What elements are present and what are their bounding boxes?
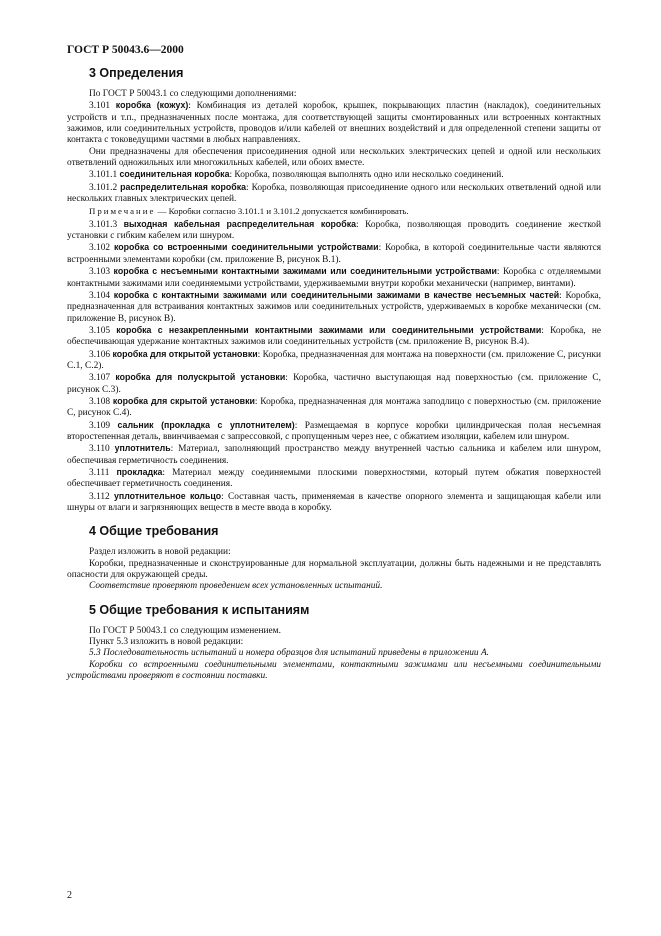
section-title-test-requirements: 5 Общие требования к испытаниям — [89, 602, 310, 617]
definition-text: : Коробка с отделяемыми контактными зажимами или соединяемыми устройствами, удерживаемыми внутри коробки механически (например, винтами). — [67, 267, 601, 289]
section-title-general-requirements: 4 Общие требования — [89, 524, 219, 539]
definition-text: : Коробка, позволяющая выполнять одно или несколько соединений. — [229, 170, 504, 181]
definition-text: : Коробка, предназначенная для встраивания контактных зажимов или соединительных устройств, удерживаемых в коробке механически (см. приложение В, рисунок В). — [67, 290, 601, 324]
definition-text: : Коробка, частично выступающая над поверхностью (см. приложение С, рисунок С.3). — [67, 373, 602, 395]
section-test-requirements — [67, 603, 601, 683]
definition-3-101 — [67, 100, 601, 146]
document-code: ГОСТ Р 50043.6—2000 — [67, 44, 184, 56]
term: уплотнительное кольцо — [113, 490, 222, 501]
paragraph: Раздел изложить в новой редакции: — [89, 547, 231, 558]
definition-text: : Материал, заполняющий пространство между внутренней частью сальника и кабелем или шнуром, обеспечивая герметичность соединения. — [67, 444, 601, 466]
term: коробка со встроенными соединительными устройствами — [113, 242, 379, 253]
paragraph-purpose: Они предназначены для обеспечения присоединения одной или нескольких электрических цепей и одной или нескольких ответвлений одножильных или многожильных кабелей, или обоих вместе. — [67, 146, 601, 169]
definition-text: : Коробка, позволяющая проводить соединение жесткой установки с гибким кабелем или шнуром. — [67, 219, 601, 242]
definition-3-106 — [67, 349, 601, 373]
term: коробка для открытой установки — [112, 348, 258, 359]
term: соединительная коробка — [119, 169, 230, 180]
definition-3-102 — [67, 242, 601, 266]
section-title-definitions: 3 Определения — [89, 66, 184, 80]
definition-3-107 — [67, 372, 601, 396]
clause-number: 3.101.3 — [89, 219, 118, 230]
note — [67, 206, 601, 217]
page-number: 2 — [67, 890, 72, 901]
definition-3-105 — [67, 325, 601, 349]
clause-number: 3.101.1 — [89, 170, 118, 181]
clause-number: 3.103 — [89, 267, 111, 278]
clause-number: 3.105 — [89, 325, 111, 336]
definition-3-112 — [67, 491, 601, 515]
clause-number: 3.102 — [89, 243, 111, 254]
paragraph-italic: 5.3 Последовательность испытаний и номера образцов для испытаний приведены в приложении А. — [89, 648, 490, 659]
section-definitions — [67, 66, 601, 514]
paragraph: Коробки, предназначенные и сконструированные для нормальной эксплуатации, должны быть надежными и не представлять опасности для окружающей среды. — [67, 558, 601, 581]
note-label: Примечание — [89, 206, 156, 217]
paragraph-intro: По ГОСТ Р 50043.1 со следующими дополнениями: — [89, 89, 297, 99]
clause-number: 3.111 — [89, 468, 110, 478]
term: коробка с незакрепленными контактными зажимами или соединительными устройствами — [116, 324, 542, 335]
definition-text: : Коробка, предназначенная для монтажа на поверхности (см. приложение С, рисунки С.1, С.2). — [67, 349, 602, 371]
note-text: — Коробки согласно 3.101.1 и 3.101.2 допускается комбинировать. — [155, 206, 409, 217]
clause-number: 3.107 — [89, 373, 111, 384]
term: коробка с несъемными контактными зажимами или соединительными устройствами — [113, 266, 497, 277]
definition-text: : Коробка, в которой соединительные части являются встроенными элементами коробки (см. приложение В, рисунок В.1). — [67, 243, 602, 265]
definition-text: : Размещаемая в корпусе коробки цилиндрическая полая несъемная второстепенная деталь, ввинчиваемая с запрессовкой, с пропущенным через нее, с обжатием изоляции, кабелем или шнуром. — [67, 420, 601, 442]
definition-3-109 — [67, 420, 601, 444]
clause-number: 3.112 — [89, 491, 110, 502]
term: коробка с контактными зажимами или соединительными зажимами в качестве несъемных частей — [113, 289, 560, 300]
definition-3-104 — [67, 290, 601, 325]
paragraph: По ГОСТ Р 50043.1 со следующим изменением. — [89, 625, 281, 636]
section-general-requirements — [67, 524, 601, 592]
term: распределительная коробка — [120, 181, 247, 192]
paragraph: Пункт 5.3 изложить в новой редакции: — [89, 637, 244, 648]
clause-number: 3.101.2 — [89, 182, 118, 193]
definition-3-103 — [67, 266, 601, 290]
term: уплотнитель — [114, 443, 171, 454]
paragraph-italic: Соответствие проверяют проведением всех установленных испытаний. — [89, 581, 383, 592]
clause-number: 3.108 — [89, 396, 111, 407]
definition-3-101-2 — [67, 182, 601, 206]
term: коробка для полускрытой установки — [115, 372, 286, 383]
term: прокладка — [116, 467, 163, 477]
term: коробка для скрытой установки — [112, 395, 255, 406]
definition-3-101-1 — [67, 169, 601, 181]
definition-text: : Составная часть, применяемая в качестве опорного элемента и защищающая кабели или шнуры от влаги и загрязняющих веществ в месте ввода в коробку. — [67, 491, 602, 514]
term: коробка (кожух) — [115, 100, 189, 111]
paragraph-italic: Коробки со встроенными соединительными элементами, контактными зажимами или несъемными соединительными устройствами проверяют в состоянии поставки. — [67, 659, 601, 682]
definition-text: : Коробка, не обеспечивающая удержание контактных зажимов или соединительных устройств (см. приложение В, рисунок В.4). — [67, 325, 601, 348]
clause-number: 3.110 — [89, 444, 110, 455]
term: сальник (прокладка с уплотнителем) — [117, 419, 295, 430]
clause-number: 3.109 — [89, 420, 111, 431]
definition-3-101-3 — [67, 219, 601, 243]
definition-text: : Комбинация из деталей коробок, крышек, покрывающих пластин (накладок), соединительных устройств и т.п., предназначенных после монтажа, для соответствующей защиты смонтированных или встроенных контактных зажимов, или соединительных устройств, проводов и/или кабелей от внешних воздействий и для определенной степени защиты от контакта с токоведущими частями в любых направлениях. — [67, 101, 601, 146]
definition-3-110 — [67, 443, 601, 467]
clause-number: 3.106 — [89, 349, 111, 360]
definition-3-108 — [67, 396, 601, 420]
definition-3-111 — [67, 467, 601, 491]
page-content — [67, 66, 601, 692]
term: выходная кабельная распределительная коробка — [123, 218, 357, 229]
definition-text: : Материал между соединяемыми плоскими поверхностями, который путем обжатия поверхностей обеспечивает герметичность соединения. — [67, 468, 601, 490]
definition-text: : Коробка, предназначенная для монтажа заподлицо с поверхностью (см. приложение С, рисунок С.4). — [67, 396, 601, 419]
definition-text: : Коробка, позволяющая присоединение одного или нескольких ответвлений одной или нескольких главных электрических цепей. — [67, 182, 602, 205]
clause-number: 3.104 — [89, 290, 111, 301]
clause-number: 3.101 — [89, 101, 111, 112]
